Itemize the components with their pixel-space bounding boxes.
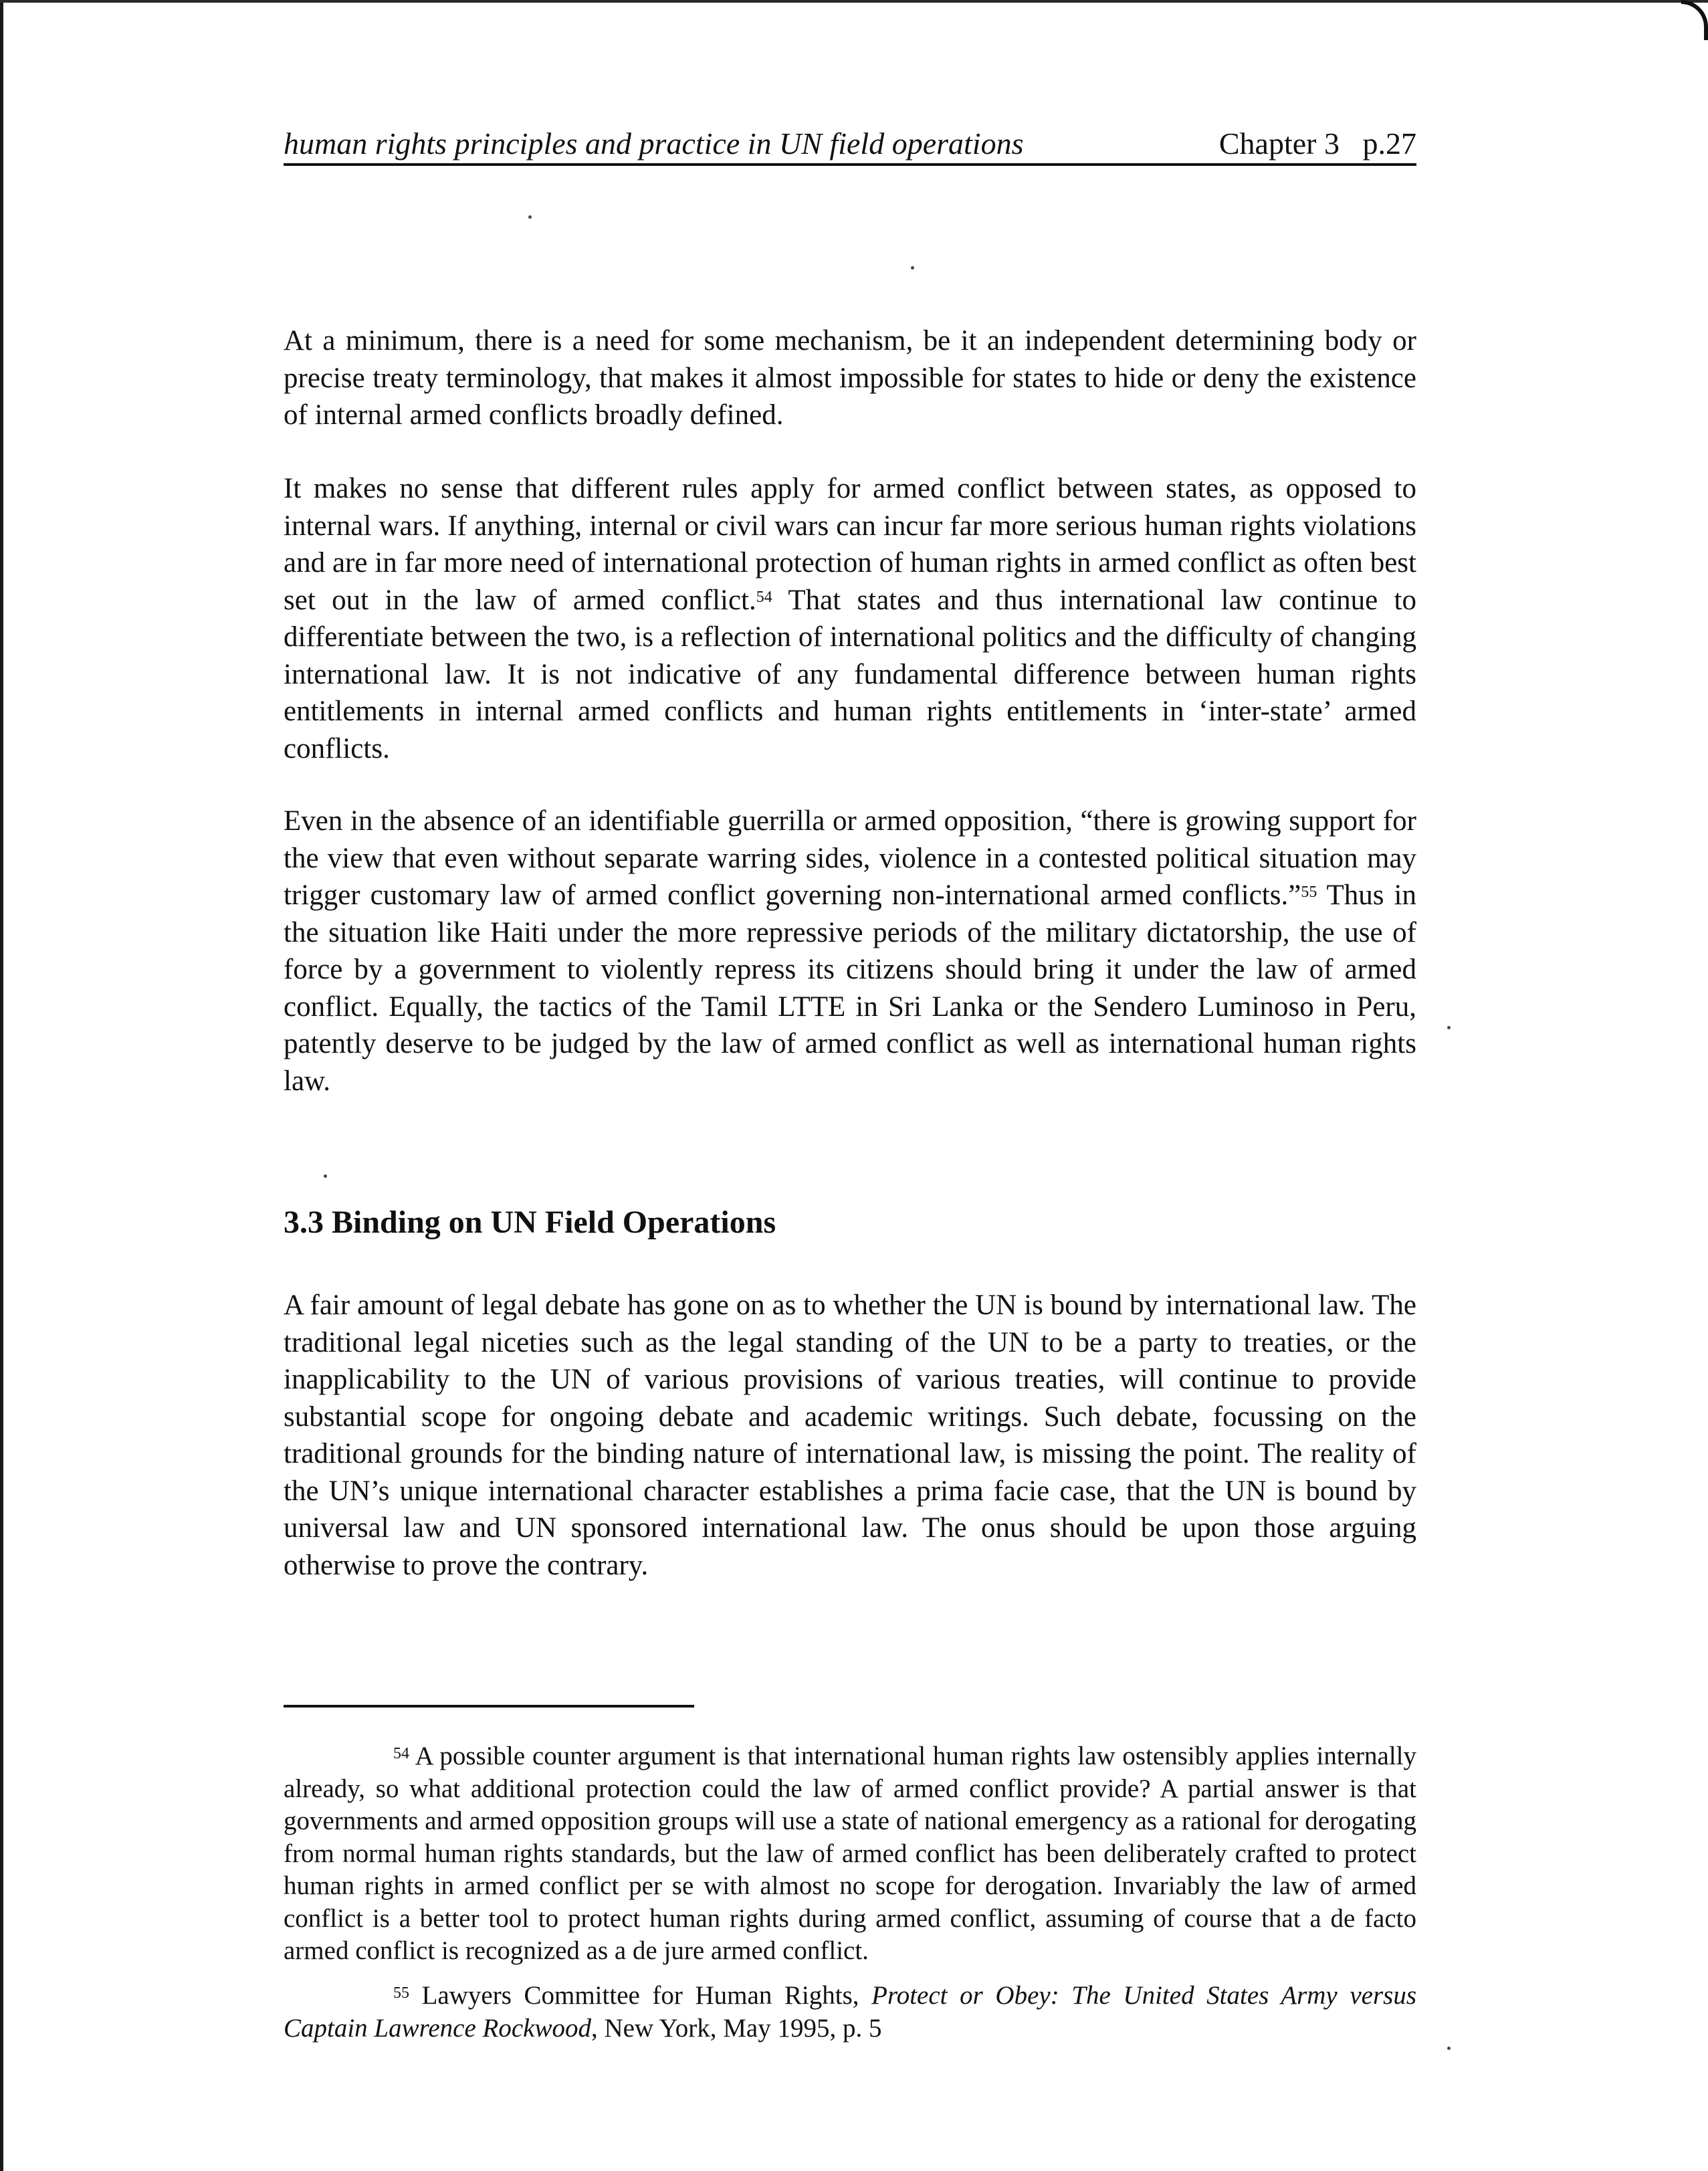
- footnote-55-publication: , New York, May 1995, p. 5: [591, 2013, 882, 2043]
- section-heading: 3.3 Binding on UN Field Operations: [284, 1205, 776, 1240]
- header-title: human rights principles and practice in UN field operations: [284, 126, 1024, 161]
- paragraph-3-text-a: Even in the absence of an identifiable guerrilla or armed opposition, “there is growing support for the view that even without separate warring sides, violence in a contested political situation may trigger customary law of armed conflict governing non-international armed conflicts.”: [284, 805, 1416, 911]
- page-edge-left: [0, 0, 3, 2171]
- footnote-54-number: 54: [393, 1745, 409, 1762]
- footnote-55-author: Lawyers Committee for Human Rights,: [409, 1981, 872, 2010]
- paragraph-2: [284, 470, 1416, 767]
- header-chapter-page: Chapter 3 p.27: [1218, 126, 1416, 161]
- footnote-ref-55[interactable]: 55: [1301, 884, 1317, 901]
- scan-speck: [1447, 1026, 1451, 1029]
- footnote-ref-54[interactable]: 54: [756, 588, 772, 606]
- footnote-55-title: Protect or Obey: The United States Army versus Captain Lawrence Rockwood: [284, 1981, 1416, 2043]
- paragraph-3: [284, 803, 1416, 1100]
- scan-speck: [911, 266, 914, 270]
- paragraph-1: [284, 322, 1416, 434]
- footnote-55: [284, 1980, 1416, 2045]
- footnote-54-text: A possible counter argument is that international human rights law ostensibly applies internally already, so what additional protection could the law of armed conflict provide? A partial answer is that governments and armed opposition groups will use a state of national emergency as a rational for derogating from normal human rights standards, but the law of armed conflict has been deliberately crafted to protect human rights in armed conflict per se with almost no scope for derogation. Invariably the law of armed conflict is a better tool to protect human rights during armed conflict, assuming of course that a de facto armed conflict is recognized as a de jure armed conflict.: [284, 1742, 1416, 1965]
- page-edge-corner: [1681, 0, 1708, 40]
- scan-speck: [324, 1174, 327, 1178]
- paragraph-3-text-b: Thus in the situation like Haiti under the more repressive periods of the military dictatorship, the use of force by a government to violently repress its citizens should bring it under the law of armed conflict. Equally, the tactics of the Tamil LTTE in Sri Lanka or the Sendero Luminoso in Peru, patently deserve to be judged by the law of armed conflict as well as international human rights law.: [284, 880, 1416, 1097]
- footnote-54: [284, 1740, 1416, 1968]
- paragraph-2-text-a: It makes no sense that different rules apply for armed conflict between states, as opposed to internal wars. If anything, internal or civil wars can incur far more serious human rights violations and are in far more need of international protection of human rights in armed conflict as often best set out in the law of armed conflict.: [284, 473, 1416, 616]
- footnote-separator: [284, 1705, 694, 1708]
- page-edge-top: [0, 0, 1708, 3]
- paragraph-4: [284, 1287, 1416, 1584]
- scan-speck: [1447, 2047, 1451, 2050]
- scan-speck: [528, 215, 532, 219]
- paragraph-2-text-b: That states and thus international law continue to differentiate between the two, is a reflection of international politics and the difficulty of changing international law. It is not indicative of any fundamental difference between human rights entitlements in internal armed conflicts and human rights entitlements in ‘inter-state’ armed conflicts.: [284, 584, 1416, 764]
- paragraph-1-text: At a minimum, there is a need for some mechanism, be it an independent determining body or precise treaty terminology, that makes it almost impossible for states to hide or deny the existence of internal armed conflicts broadly defined.: [284, 325, 1416, 431]
- paragraph-4-text: A fair amount of legal debate has gone on as to whether the UN is bound by international law. The traditional legal niceties such as the legal standing of the UN to be a party to treaties, or the inapplicability to the UN of various provisions of various treaties, will continue to provide substantial scope for ongoing debate and academic writings. Such debate, focussing on the traditional grounds for the binding nature of international law, is missing the point. The reality of the UN’s unique international character establishes a prima facie case, that the UN is bound by universal law and UN sponsored international law. The onus should be upon those arguing otherwise to prove the contrary.: [284, 1289, 1416, 1581]
- footnote-55-number: 55: [393, 1984, 409, 2002]
- running-header: [284, 120, 1416, 166]
